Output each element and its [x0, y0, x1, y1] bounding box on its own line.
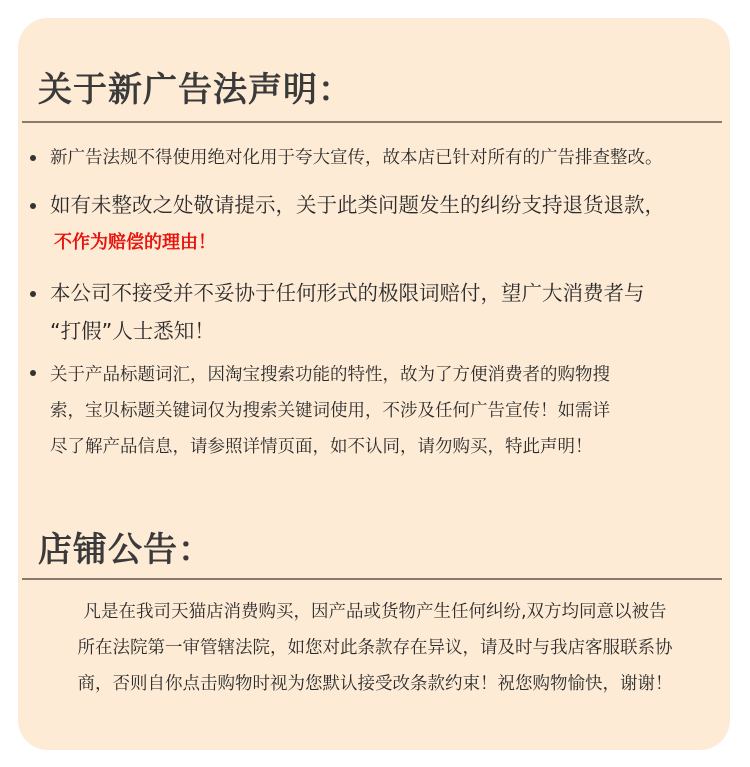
bullet-text: 新广告法规不得使用绝对化用于夸大宣传，故本店已针对所有的广告排查整改。: [50, 148, 663, 168]
bullet-text-block: [50, 357, 720, 465]
bullet-text-line: 索，宝贝标题关键词仅为搜索关键词使用，不涉及任何广告宣传！如需详: [50, 401, 610, 421]
section-divider: [22, 121, 722, 123]
store-notice-title: 店铺公告：: [38, 530, 213, 570]
section-divider: [22, 578, 722, 580]
bullet-text-line: 关于产品标题词汇，因淘宝搜索功能的特性，故为了方便消费者的购物搜: [50, 365, 610, 385]
highlight-warning-text: 不作为赔偿的理由！: [54, 232, 216, 253]
notice-line: 所在法院第一审管辖法院，如您对此条款存在异议，请及时与我店客服联系协: [77, 638, 673, 658]
notice-line: 商，否则自你点击购物时视为您默认接受改条款约束！祝您购物愉快，谢谢！: [77, 674, 673, 694]
bullet-dot-icon: [30, 155, 36, 161]
notice-line: 凡是在我司天猫店消费购买，因产品或货物产生任何纠纷,双方均同意以被告: [83, 602, 667, 622]
bullet-dot-icon: [30, 203, 36, 209]
ad-law-title: 关于新广告法声明：: [38, 70, 353, 110]
bullet-text: 如有未整改之处敬请提示，关于此类问题发生的纠纷支持退货退款，: [50, 193, 665, 217]
bullet-text-block: [50, 186, 730, 262]
bullet-text-line: 尽了解产品信息，请参照详情页面，如不认同，请勿购买，特此声明！: [50, 437, 593, 457]
store-notice-text: [30, 594, 720, 702]
bullet-dot-icon: [30, 370, 36, 376]
bullet-text-block: [50, 274, 730, 350]
bullet-text-line: “打假”人士悉知！: [50, 319, 215, 343]
bullet-text-line: 本公司不接受并不妥协于任何形式的极限词赔付，望广大消费者与: [50, 281, 645, 305]
bullet-dot-icon: [30, 291, 36, 297]
